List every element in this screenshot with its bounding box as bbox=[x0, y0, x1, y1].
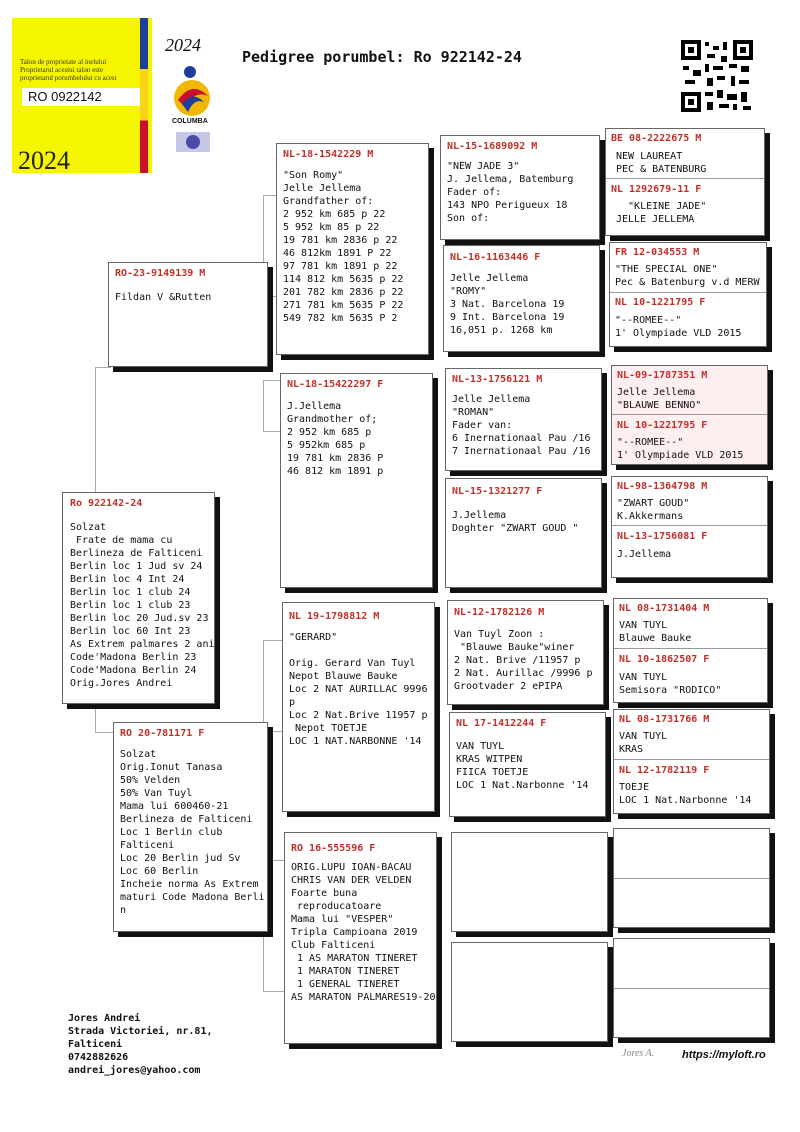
signature: Jores A. bbox=[622, 1048, 655, 1059]
ring-number: NL-18-1542229 M bbox=[283, 149, 374, 160]
ring-number: FR 12-034553 M bbox=[615, 247, 700, 258]
pigeon-info: "NEW JADE 3" J. Jellema, Batemburg Fader of: 143 NPO Perigueux 18 Son of: bbox=[447, 161, 574, 224]
ring-number: NL 12-1782119 F bbox=[619, 765, 710, 776]
pigeon-info: ORIG.LUPU IOAN-BACAU CHRIS VAN DER VELDEN Foarte buna reproducatoare Mama lui "VESPER" Tripla Campioana 2019 Club Falticeni 1 AS MARATON TINERET 1 MARATON TINERET 1 GENERAL TINERET AS MARATON PALMARES19-20 bbox=[291, 862, 436, 1003]
pigeon-info: TOEJE LOC 1 Nat.Narbonne '14 bbox=[619, 782, 752, 806]
pigeon-info: "--ROMEE--" 1' Olympiade VLD 2015 bbox=[617, 437, 744, 461]
pigeon-card-grandparent bbox=[280, 373, 433, 588]
ticket-text: Talon de proprietate al inelului Proprietarul acestui talon este proprietarul porumbelului cu acest bbox=[20, 58, 117, 82]
bracket-line bbox=[263, 640, 284, 732]
ring-number: NL 10-1862507 F bbox=[619, 654, 710, 665]
pigeon-card-great-grandparent bbox=[443, 245, 600, 352]
pigeon-info: J.Jellema Doghter "ZWART GOUD " bbox=[452, 510, 579, 534]
ring-number: RO 20-781171 F bbox=[120, 728, 205, 739]
pigeon-info: VAN TUYL KRAS bbox=[619, 731, 668, 755]
pigeon-info: Jelle Jellema "BLAUWE BENNO" bbox=[617, 387, 702, 411]
pigeon-card-sire bbox=[108, 262, 268, 367]
pair-divider bbox=[606, 178, 764, 179]
ring-number: NL-12-1782126 M bbox=[454, 607, 545, 618]
ring-number: BE 08-2222675 M bbox=[611, 133, 702, 144]
ring-number: NL 08-1731766 M bbox=[619, 714, 710, 725]
page-title: Pedigree porumbel: Ro 922142-24 bbox=[242, 48, 522, 66]
columba-logo bbox=[170, 60, 222, 160]
ring-number: NL 17-1412244 F bbox=[456, 718, 547, 729]
pigeon-info: VAN TUYL Blauwe Bauke bbox=[619, 620, 692, 644]
pair-divider bbox=[610, 292, 766, 293]
logo-year: 2024 bbox=[165, 35, 201, 55]
pigeon-card-dam bbox=[113, 722, 268, 932]
pigeon-info: "--ROMEE--" 1' Olympiade VLD 2015 bbox=[615, 315, 742, 339]
pigeon-card-great-grandparent bbox=[447, 600, 604, 705]
qr-code-icon bbox=[681, 40, 753, 112]
pigeon-card-pair bbox=[609, 242, 767, 347]
ring-number: NL-98-1364798 M bbox=[617, 481, 708, 492]
ring-ticket bbox=[12, 18, 152, 173]
pigeon-info: J.Jellema Grandmother of; 2 952 km 685 p 5 952km 685 p 19 781 km 2836 P 46 812 km 1891 p bbox=[287, 401, 384, 477]
pigeon-info: Fildan V &Rutten bbox=[115, 292, 212, 303]
pigeon-card-pair bbox=[611, 476, 768, 578]
pigeon-card-grandparent bbox=[282, 602, 435, 812]
pigeon-info: J.Jellema bbox=[617, 549, 672, 560]
columba-emblem-icon bbox=[170, 60, 222, 160]
ring-number: NL-18-15422297 F bbox=[287, 379, 384, 390]
ring-number: NL 10-1221795 F bbox=[615, 297, 706, 308]
pigeon-card-great-grandparent bbox=[440, 135, 600, 240]
ring-number: NL-15-1321277 F bbox=[452, 486, 543, 497]
pigeon-card-subject bbox=[62, 492, 215, 704]
pigeon-info: Jelle Jellema "ROMY" 3 Nat. Barcelona 19 9 Int. Barcelona 19 16,051 p. 1268 km bbox=[450, 273, 565, 336]
ring-number: NL 08-1731404 M bbox=[619, 603, 710, 614]
website-link[interactable]: https://myloft.ro bbox=[682, 1049, 766, 1061]
ticket-ring-number: RO 0922142 bbox=[22, 88, 144, 106]
pigeon-card-great-grandparent bbox=[449, 712, 606, 817]
ring-number: NL 19-1798812 M bbox=[289, 611, 380, 622]
pair-divider bbox=[614, 988, 769, 989]
pigeon-info: Van Tuyl Zoon : "Blauwe Bauke"winer 2 Nat. Brive /11957 p 2 Nat. Aurillac /9996 p Grootvader 2 ePIPA bbox=[454, 629, 593, 692]
pigeon-card-pair bbox=[611, 365, 768, 465]
ring-number: NL-13-1756121 M bbox=[452, 374, 543, 385]
ring-number: NL-15-1689092 M bbox=[447, 141, 538, 152]
pigeon-info: VAN TUYL Semisora "RODICO" bbox=[619, 672, 722, 696]
pigeon-info: Solzat Orig.Ionut Tanasa 50% Velden 50% Van Tuyl Mama lui 600460-21 Berlineza de Falticeni Loc 1 Berlin club Falticeni Loc 20 Berlin jud Sv Loc 60 Berlin Incheie norma As Extrem maturi Code Madona Berli n bbox=[120, 749, 265, 916]
qr-code bbox=[681, 40, 753, 112]
ring-number: NL-16-1163446 F bbox=[450, 252, 541, 263]
pigeon-card-pair bbox=[613, 709, 770, 814]
pigeon-info: "ZWART GOUD" K.Akkermans bbox=[617, 498, 690, 522]
pigeon-info: "KLEINE JADE" JELLE JELLEMA bbox=[616, 201, 707, 225]
pigeon-card-empty bbox=[613, 938, 770, 1038]
pigeon-info: Solzat Frate de mama cu Berlineza de Falticeni Berlin loc 1 Jud sv 24 Berlin loc 4 Int 24 Berlin loc 1 club 24 Berlin loc 1 club 23 Berlin loc 20 Jud.sv 23 Berlin loc 60 Int 23 As Extrem palmares 2 ani Code'Madona Berlin 23 Code'Madona Berlin 24 Orig.Jores Andrei bbox=[70, 522, 215, 689]
pigeon-info: Jelle Jellema "ROMAN" Fader van: 6 Inernationaal Pau /16 7 Inernationaal Pau /16 bbox=[452, 394, 591, 457]
ticket-year: 2024 bbox=[18, 146, 70, 175]
pair-divider bbox=[614, 759, 769, 760]
pigeon-card-empty bbox=[451, 942, 608, 1042]
ring-number: NL 10-1221795 F bbox=[617, 420, 708, 431]
pigeon-card-empty bbox=[613, 828, 770, 928]
pigeon-info: "THE SPECIAL ONE" Pec & Batenburg v.d MERW bbox=[615, 264, 760, 288]
pair-divider bbox=[614, 648, 767, 649]
pigeon-card-pair bbox=[605, 128, 765, 236]
pigeon-card-grandparent bbox=[276, 143, 429, 355]
pair-divider bbox=[612, 525, 767, 526]
pigeon-info: VAN TUYL KRAS WITPEN FIICA TOETJE LOC 1 Nat.Narbonne '14 bbox=[456, 741, 589, 791]
romanian-flag-stripe bbox=[140, 18, 148, 173]
logo-name: COLUMBA bbox=[172, 118, 208, 125]
ring-number: NL 1292679-11 F bbox=[611, 184, 702, 195]
pigeon-info: NEW LAUREAT PEC & BATENBURG bbox=[616, 151, 707, 175]
ring-number: Ro 922142-24 bbox=[70, 498, 143, 509]
ring-number: RO-23-9149139 M bbox=[115, 268, 206, 279]
pair-divider bbox=[614, 878, 769, 879]
pigeon-info: "Son Romy" Jelle Jellema Grandfather of: 2 952 km 685 p 22 5 952 km 85 p 22 19 781 km 2836 p 22 46 812km 1891 P 22 97 781 km 1891 p 22 114 812 km 5635 p 22 201 782 km 2836 p 22 271 781 km 5635 P 22 549 782 km 5635 P 2 bbox=[283, 170, 404, 324]
pair-divider bbox=[612, 414, 767, 415]
ring-number: NL-09-1787351 M bbox=[617, 370, 708, 381]
pigeon-card-great-grandparent bbox=[445, 368, 602, 471]
ring-number: RO 16-555596 F bbox=[291, 843, 376, 854]
pigeon-card-great-grandparent bbox=[445, 478, 602, 588]
bracket-line bbox=[95, 367, 111, 494]
pigeon-card-empty bbox=[451, 832, 608, 932]
pigeon-info: "GERARD" Orig. Gerard Van Tuyl Nepot Blauwe Bauke Loc 2 NAT AURILLAC 9996 p Loc 2 Nat.Brive 11957 p Nepot TOETJE LOC 1 NAT.NARBONNE '14 bbox=[289, 632, 428, 747]
ring-number: NL-13-1756081 F bbox=[617, 531, 708, 542]
owner-address: Jores Andrei Strada Victoriei, nr.81, Falticeni 0742882626 andrei_jores@yahoo.com bbox=[68, 1013, 213, 1076]
pigeon-card-grandparent bbox=[284, 832, 437, 1044]
pigeon-card-pair bbox=[613, 598, 768, 703]
